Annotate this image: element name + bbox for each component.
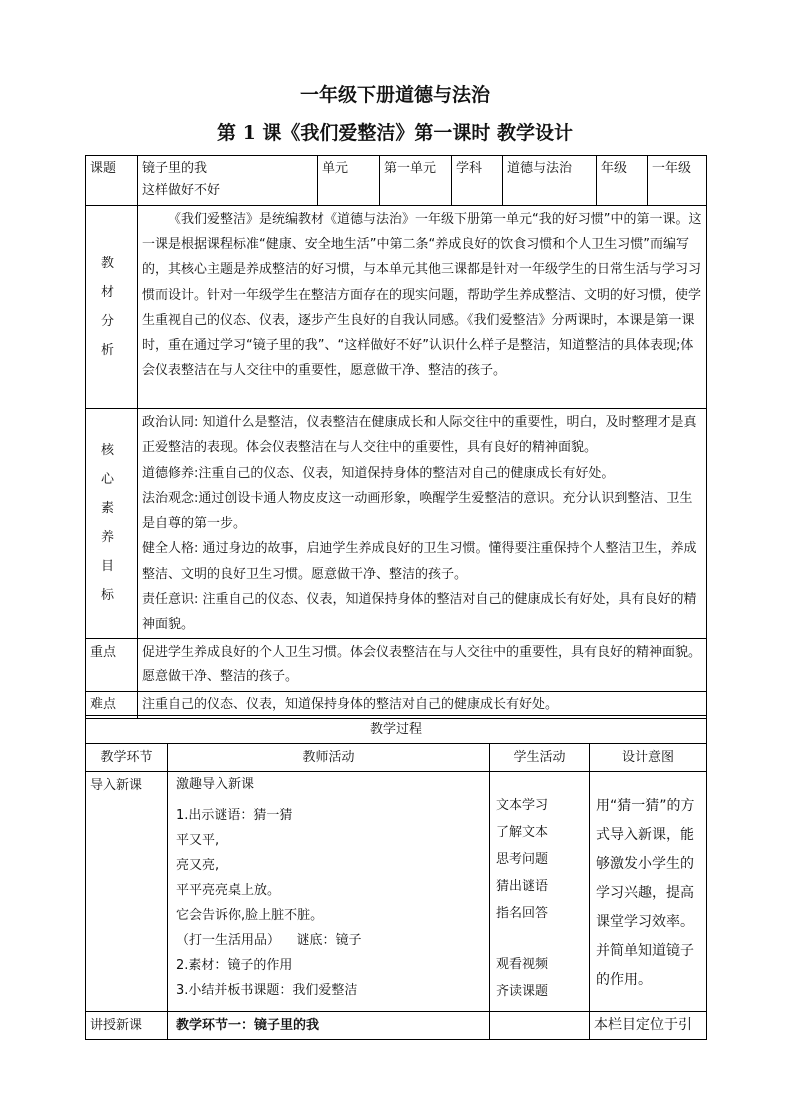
header-teacher: 教师活动	[168, 744, 490, 772]
teacher-line: 平又平,	[176, 833, 220, 848]
teacher-line: 激趣导入新课	[176, 777, 255, 792]
teacher-line: 亮又亮,	[176, 858, 220, 873]
new-stage: 讲授新课	[86, 1012, 168, 1040]
teacher-line: 平平亮亮桌上放。	[176, 883, 281, 898]
key-point-label: 重点	[86, 638, 138, 691]
grade-label: 年级	[597, 156, 648, 206]
student-line: 文本学习	[496, 798, 549, 813]
student-line: 了解文本	[496, 825, 549, 840]
topic-label: 课题	[86, 156, 138, 206]
unit-value: 第一单元	[380, 156, 452, 206]
grade-value: 一年级	[648, 156, 707, 206]
intro-stage: 导入新课	[86, 772, 168, 1012]
teaching-process-table	[85, 715, 707, 1040]
analysis-label	[86, 206, 138, 409]
student-line: 思考问题	[496, 852, 549, 867]
student-line: 齐读课题	[496, 984, 549, 999]
lesson-info-table	[85, 155, 707, 719]
subject-value: 道德与法治	[503, 156, 597, 206]
header-student: 学生活动	[490, 744, 590, 772]
key-point-text: 促进学生养成良好的个人卫生习惯。体会仪表整洁在与人交往中的重要性，具有良好的精神面貌。愿意做干净、整洁的孩子。	[138, 638, 707, 691]
teacher-line: （打一生活用品） 谜底：镜子	[176, 933, 362, 948]
design-text: 用“猜一猜”的方式导入新课，能够激发小学生的学习兴趣，提高课堂学习效率。并简单知道镜子的作用。	[596, 798, 695, 988]
teacher-line: 3.小结并板书课题：我们爱整洁	[176, 983, 358, 998]
analysis-text	[138, 206, 707, 409]
intro-student-activity	[490, 772, 590, 1012]
core-goal-item: 健全人格: 通过身边的故事，启迪学生养成良好的卫生习惯。懂得要注重保持个人整洁卫生，养成整洁、文明的良好卫生习惯。愿意做干净、整洁的孩子。	[142, 541, 697, 582]
unit-label: 单元	[318, 156, 380, 206]
subject-label: 学科	[452, 156, 503, 206]
student-line: 猜出谜语	[496, 879, 549, 894]
topic-line-2: 这样做好不好	[142, 183, 221, 198]
student-line: 指名回答	[496, 906, 549, 921]
new-design-intent: 本栏目定位于引	[590, 1012, 707, 1040]
teacher-line: 2.素材：镜子的作用	[176, 958, 293, 973]
core-label-text: 核心素养目标	[100, 443, 122, 604]
teacher-line: 1.出示谜语：猜一猜	[176, 808, 293, 823]
new-teacher-activity: 教学环节一：镜子里的我	[168, 1012, 490, 1040]
core-goal-item: 政治认同: 知道什么是整洁，仪表整洁在健康成长和人际交往中的重要性，明白，及时整理才是真正爱整洁的表现。体会仪表整洁在与人交往中的重要性，具有良好的精神面貌。	[142, 415, 697, 456]
document-title: 一年级下册道德与法治	[299, 84, 490, 106]
difficulty-label: 难点	[86, 691, 138, 718]
analysis-label-text: 教材分析	[100, 256, 122, 358]
topic-value	[138, 156, 318, 206]
process-title: 教学过程	[86, 716, 707, 744]
teacher-line: 它会告诉你,脸上脏不脏。	[176, 908, 324, 923]
header-design: 设计意图	[590, 744, 707, 772]
student-line: 观看视频	[496, 957, 549, 972]
intro-teacher-activity	[168, 772, 490, 1012]
header-stage: 教学环节	[86, 744, 168, 772]
analysis-paragraph: 《我们爱整洁》是统编教材《道德与法治》一年级下册第一单元“我的好习惯”中的第一课。这一课是根据课程标准“健康、安全地生活”中第二条“养成良好的饮食习惯和个人卫生习惯”而编写的，其核心主题是养成整洁的好习惯，与本单元其他三课都是针对一年级学生的日常生活与学习习惯而设计。针对一年级学生在整洁方面存在的现实问题，帮助学生养成整洁、文明的好习惯，使学生重视自己的仪态、仪表，逐步产生良好的自我认同感。《我们爱整洁》分两课时，本课是第一课时，重在通过学习“镜子里的我”、“这样做好不好”认识什么样子是整洁，知道整洁的具体表现;体会仪表整洁在与人交往中的重要性，愿意做干净、整洁的孩子。	[142, 212, 702, 379]
intro-design-intent	[590, 772, 707, 1012]
core-goal-item: 道德修养:注重自己的仪态、仪表，知道保持身体的整洁对自己的健康成长有好处。	[142, 465, 615, 481]
core-label	[86, 409, 138, 639]
core-goal-item: 法治观念:通过创设卡通人物皮皮这一动画形象，唤醒学生爱整洁的意识。充分认识到整洁、卫生是自尊的第一步。	[142, 490, 693, 532]
document-subtitle: 第 1 课《我们爱整洁》第一课时 教学设计	[216, 122, 574, 144]
core-goal-item: 责任意识: 注重自己的仪态、仪表，知道保持身体的整洁对自己的健康成长有好处，具有良好的精神面貌。	[142, 592, 697, 633]
difficulty-text: 注重自己的仪态、仪表，知道保持身体的整洁对自己的健康成长有好处。	[138, 691, 707, 718]
topic-line-1: 镜子里的我	[142, 161, 208, 176]
core-goals	[138, 409, 707, 639]
new-student-activity	[490, 1012, 590, 1040]
